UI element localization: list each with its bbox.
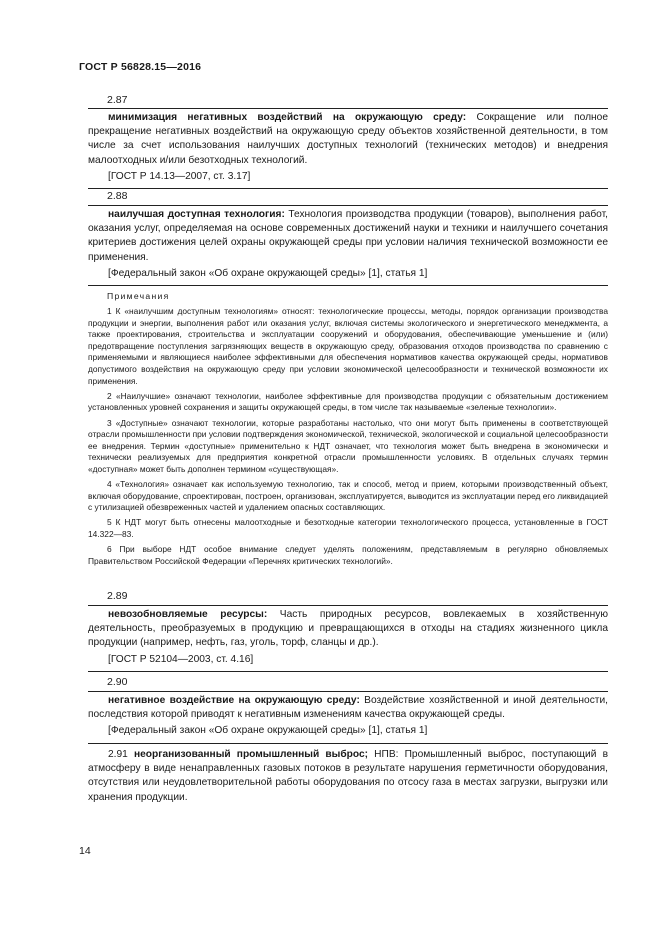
entry-number-2-90: 2.90 [107,676,128,688]
note-item: 6 При выборе НДТ особое внимание следует уделять положениям, представляемым в регулярно обновляемых Правительством Российской Федерации «Перечнях критических технологий». [88,544,608,566]
entry-number-2-87: 2.87 [107,94,128,106]
note-item: 4 «Технология» означает как используемую технологию, так и способ, метод и прием, которыми производственный объект, включая оборудование, спроектирован, построен, организован, эксплуатируется, выводится из эксплуатации перед его ликвидацией с утилизацией обезвреженных частей и удалением опасных составляющих. [88,479,608,513]
note-item: 2 «Наилучшие» означают технологии, наиболее эффективные для производства продукции с обязательным достижением установленных уровней сохранения и защиты окружающей среды, в том числе так называемые «зеленые технологии». [88,390,608,413]
term-text-2-90: Воздействие хозяйственной и иной деятельности, последствия которой приводят к негативным изменениям качества окружающей среды. [88,695,608,721]
term-box-2-89 [88,605,608,672]
entry-number-2-88: 2.88 [107,190,128,202]
term-source-2-88: [Федеральный закон «Об охране окружающей среды» [1], статья 1] [108,267,428,279]
term-box-2-90 [88,691,608,744]
document-code-header: ГОСТ Р 56828.15—2016 [79,61,202,73]
term-box-2-88 [88,205,608,286]
entry-number-2-91: 2.91 [108,749,128,760]
term-source-2-89: [ГОСТ Р 52104—2003, ст. 4.16] [108,653,254,665]
term-title-2-87: минимизация негативных воздействий на окружающую среду: [108,112,467,123]
note-item: 5 К НДТ могут быть отнесены малоотходные и безотходные категории технологического процесса, установленные в ГОСТ 14.322—83. [88,517,608,540]
note-item: 1 К «наилучшим доступным технологиям» относят: технологические процессы, методы, порядок организации производства продукции и энергии, выполнения работ или оказания услуг, включая системы экологического и энергетического менеджмента, а также проектирования, строительства и эксплуатации сооружений и оборудования, обеспечивающие уменьшение и (или) предотвращение поступления загрязняющих веществ в окружающую среду, образования отходов производства по сравнению с применяемыми и являющиеся наиболее эффективными для обеспечения нормативов качества окружающей среды, нормативов допустимого воздействия на окружающую среду при условии экономической целесообразности и технической возможности их применения. [88,306,608,386]
term-definition-2-90 [88,694,608,722]
term-title-2-89: невозобновляемые ресурсы: [108,609,268,620]
term-title-2-90: негативное воздействие на окружающую среду: [108,695,360,706]
term-title-2-91: неорганизованный промышленный выброс; [133,749,369,760]
term-definition-2-91 [88,748,608,805]
term-definition-2-87 [88,111,608,168]
note-item: 3 «Доступные» означают технологии, которые разработаны настолько, что они могут быть применены в соответствующей отрасли промышленности при условии подтверждения экономической, технической, экологической и социальной целесообразности ее внедрения. Термин «доступные» применительно к НДТ означает, что технология может быть внедрена в экономически и технически реализуемых для предприятия конкретной отрасли промышленности условиях. В отдельных случаях термин «доступная» может быть дополнен термином «существующая». [88,417,608,474]
notes-list [88,306,608,571]
term-box-2-87 [88,108,608,189]
term-text-2-88: Технология производства продукции (товаров), выполнения работ, оказания услуг, определяемая на основе современных достижений науки и техники и наилучшего сочетания критериев достижения целей охраны окружающей среды при условии наличия технической возможности ее применения. [88,209,608,263]
term-text-2-87: Сокращение или полное прекращение негативных воздействий на окружающую среду объектов хозяйственной деятельности, в том числе за счет использования наилучших доступных технологий (технических методов) и внедрения малоотходных и/или безотходных технологий. [88,112,608,166]
page-number: 14 [79,845,91,857]
term-source-2-87: [ГОСТ Р 14.13—2007, ст. 3.17] [108,170,251,182]
term-entry-2-91 [88,748,608,805]
term-text-2-91: НПВ: Промышленный выброс, поступающий в атмосферу в виде ненаправленных газовых потоков в результате нарушения герметичности оборудования, отсутствия или неудовлетворительной работы оборудования по отсосу газа в местах загрузки, выгрузки или хранения продукции. [88,749,608,803]
term-source-2-90: [Федеральный закон «Об охране окружающей среды» [1], статья 1] [108,725,428,737]
entry-number-2-89: 2.89 [107,590,128,602]
term-title-2-88: наилучшая доступная технология: [108,209,285,220]
term-text-2-89: Часть природных ресурсов, вовлекаемых в хозяйственную деятельность, преобразуемых в продукцию и превращающихся в отходы на стадиях жизненного цикла продукции (например, нефть, газ, уголь, торф, сланцы и др.). [88,609,608,649]
term-definition-2-89 [88,608,608,651]
term-definition-2-88 [88,208,608,265]
notes-heading: Примечания [107,291,170,301]
